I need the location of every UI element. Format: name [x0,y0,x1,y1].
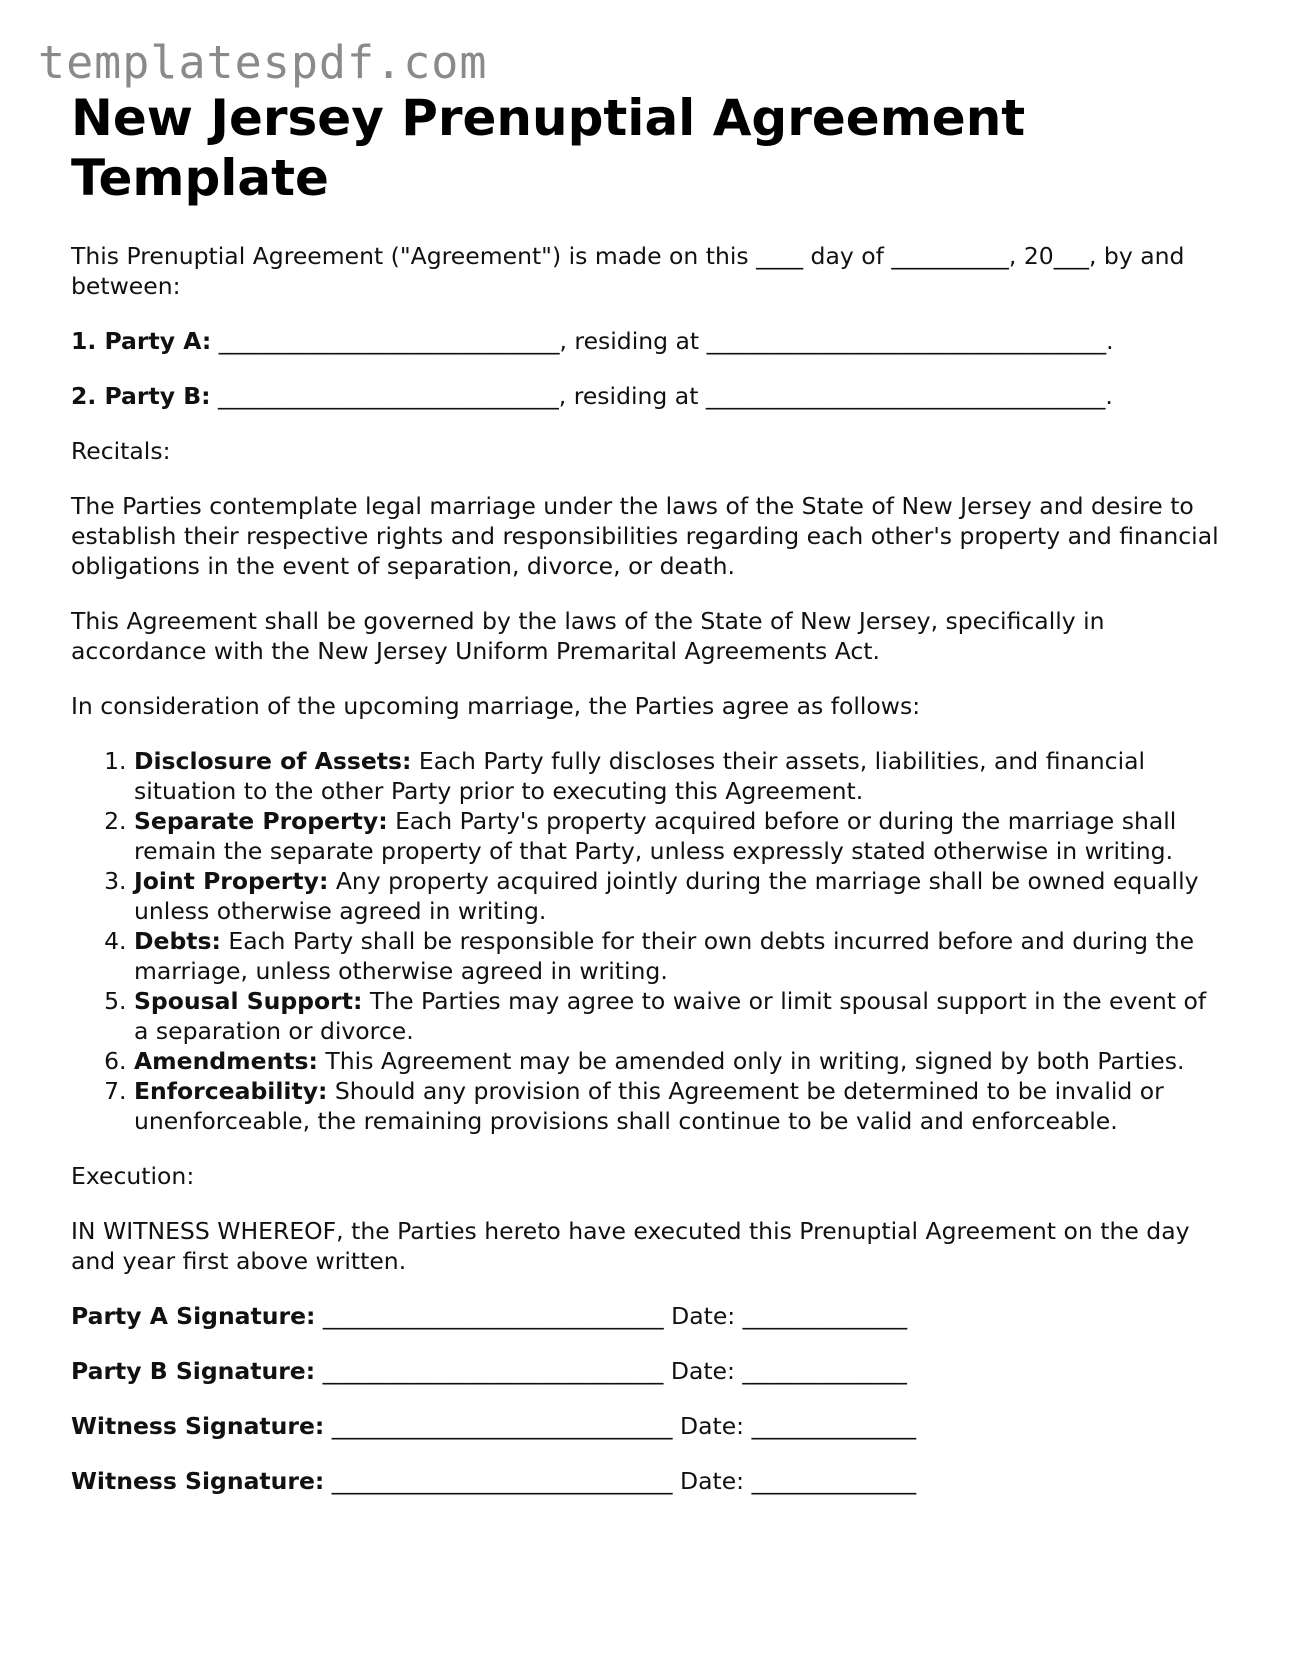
term-item [134,926,1221,986]
recitals-paragraph-1: The Parties contemplate legal marriage under the laws of the State of New Jersey and desire to establish their respective rights and responsibilities regarding each other's property and financial obligations in the event of separation, divorce, or death. [71,492,1219,580]
term-title: Joint Property: [134,867,329,895]
term-item [134,806,1221,866]
party-b-signature-line [71,1356,1221,1386]
party-b-fill: _____________________________, residing at __________________________________. [210,382,1113,410]
signature-fill: _____________________________ Date: ______________ [324,1412,917,1440]
term-text: Any property acquired jointly during the marriage shall be owned equally unless otherwise agreed in writing. [134,867,1199,925]
term-item [134,1046,1221,1076]
party-a-signature-line [71,1301,1221,1331]
signature-fill: _____________________________ Date: ______________ [315,1357,907,1385]
recitals-paragraph-2: This Agreement shall be governed by the laws of the State of New Jersey, specifically in accordance with the New Jersey Uniform Premarital Agreements Act. [71,607,1105,665]
witness-2-signature-line [71,1466,1221,1496]
signature-fill: _____________________________ Date: ______________ [315,1302,908,1330]
watermark: templatespdf.com [38,36,488,89]
term-title: Debts: [134,927,221,955]
term-item [134,746,1221,806]
term-title: Amendments: [134,1047,318,1075]
party-a-line [71,326,1221,356]
party-b-line [71,381,1221,411]
terms-list [71,746,1221,1136]
signature-label: Party A Signature: [71,1302,316,1330]
document-title: New Jersey Prenuptial Agreement Template [71,89,1026,207]
party-a-label: 1. Party A: [71,327,212,355]
consideration-paragraph: In consideration of the upcoming marriage, the Parties agree as follows: [71,692,921,720]
term-text: The Parties may agree to waive or limit spousal support in the event of a separation or divorce. [134,987,1207,1045]
party-a-fill: _____________________________, residing at __________________________________. [211,327,1114,355]
term-title: Disclosure of Assets: [134,747,412,775]
term-title: Enforceability: [134,1077,328,1105]
recitals-heading: Recitals: [71,437,171,465]
term-text: Each Party's property acquired before or during the marriage shall remain the separate property of that Party, unless expressly stated otherwise in writing. [134,807,1177,865]
term-text: Each Party shall be responsible for their own debts incurred before and during the marriage, unless otherwise agreed in writing. [134,927,1195,985]
intro-paragraph: This Prenuptial Agreement ("Agreement") is made on this ____ day of __________, 20___, by and between: [71,242,1185,300]
signature-label: Party B Signature: [71,1357,316,1385]
signature-label: Witness Signature: [71,1467,325,1495]
execution-heading: Execution: [71,1162,195,1190]
term-text: Should any provision of this Agreement be determined to be invalid or unenforceable, the remaining provisions shall continue to be valid and enforceable. [134,1077,1164,1135]
term-text: This Agreement may be amended only in writing, signed by both Parties. [317,1047,1185,1075]
term-title: Spousal Support: [134,987,363,1015]
signature-fill: _____________________________ Date: ______________ [324,1467,917,1495]
term-item [134,1076,1221,1136]
term-item [134,866,1221,926]
party-b-label: 2. Party B: [71,382,211,410]
signature-label: Witness Signature: [71,1412,325,1440]
witness-whereof-paragraph: IN WITNESS WHEREOF, the Parties hereto have executed this Prenuptial Agreement on the day and year first above written. [71,1217,1190,1275]
witness-1-signature-line [71,1411,1221,1441]
term-title: Separate Property: [134,807,388,835]
term-item [134,986,1221,1046]
term-text: Each Party fully discloses their assets, liabilities, and financial situation to the other Party prior to executing this Agreement. [134,747,1146,805]
document-page [71,88,1221,1521]
